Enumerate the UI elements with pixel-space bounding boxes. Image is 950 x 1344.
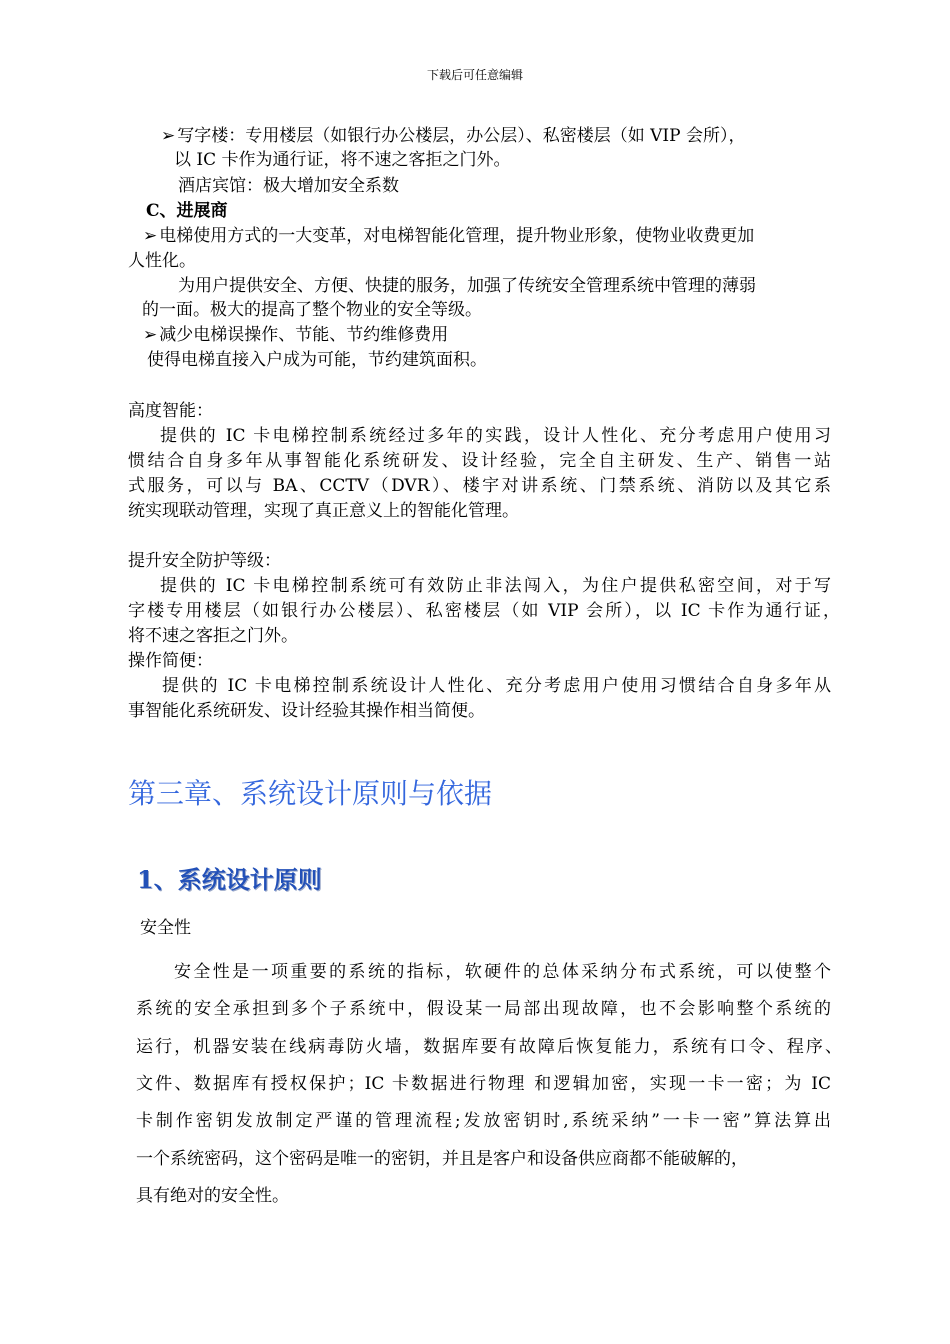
text-line: 人性化。 [128,251,196,271]
text-line: 式服务，可以与 BA、CCTV（DVR）、楼宇对讲系统、门禁系统、消防以及其它系 [128,476,831,496]
text-line: 提供的 IC 卡电梯控制系统设计人性化、充分考虑用户使用习惯结合自身多年从 [162,676,831,696]
text-line: 一个系统密码，这个密码是唯一的密钥，并且是客户和设备供应商都不能破解的， [136,1149,748,1169]
text-line: 的一面。极大的提高了整个物业的安全等级。 [142,300,482,320]
chapter-title: 第三章、系统设计原则与依据 [128,777,493,810]
text-line: 字楼专用楼层（如银行办公楼层）、私密楼层（如 VIP 会所），以 IC 卡作为通行证， [128,601,840,621]
text-line: 为用户提供安全、方便、快捷的服务，加强了传统安全管理系统中管理的薄弱 [178,276,756,296]
text-line: 安全性是一项重要的系统的指标，软硬件的总体采纳分布式系统，可以使整个 [174,962,831,982]
text-line: 以 IC 卡作为通行证，将不速之客拒之门外。 [174,150,511,170]
page-header: 下载后可任意编辑 [426,68,523,82]
section-title: 1、系统设计原则 [137,865,322,894]
item-heading: C、进展商 [146,201,228,221]
text-line: 统实现联动管理，实现了真正意义上的智能化管理。 [128,501,519,521]
bullet-line-office: ➢ 写字楼：专用楼层（如银行办公楼层，办公层）、私密楼层（如 VIP 会所）， [161,126,746,146]
text-line: 将不速之客拒之门外。 [128,626,298,646]
text-line: 卡制作密钥发放制定严谨的管理流程;发放密钥时,系统采纳”一卡一密”算法算出 [136,1111,831,1131]
bullet-line-maintenance: ➢ 减少电梯误操作、节能、节约维修费用 [143,325,449,345]
subheading-intelligence: 高度智能： [128,401,213,421]
text-line: 提供的 IC 卡电梯控制系统经过多年的实践，设计人性化、充分考虑用户使用习 [160,426,831,446]
text-line: 提供的 IC 卡电梯控制系统可有效防止非法闯入，为住户提供私密空间，对于写 [160,576,831,596]
text-line: 运行，机器安装在线病毒防火墙，数据库要有故障后恢复能力，系统有口令、程序、 [136,1037,842,1057]
arrow-right-bullet-icon: ➢ [143,226,158,246]
text-line: 酒店宾馆：极大增加安全系数 [178,176,399,196]
text-line: 惯结合自身多年从事智能化系统研发、设计经验，完全自主研发、生产、销售一站 [128,451,831,471]
bullet-line-elevator: ➢ 电梯使用方式的一大变革，对电梯智能化管理，提升物业形象，使物业收费更加 [143,226,755,246]
text-line: 系统的安全承担到多个子系统中，假设某一局部出现故障，也不会影响整个系统的 [136,999,831,1019]
subheading-security-level: 提升安全防护等级： [128,551,281,571]
text-line: 事智能化系统研发、设计经验其操作相当简便。 [128,701,485,721]
text-line: 文件、数据库有授权保护；IC 卡数据进行物理 和逻辑加密，实现一卡一密；为 IC [136,1074,831,1094]
arrow-right-bullet-icon: ➢ [143,325,158,345]
subheading-easy-operation: 操作简便： [128,651,213,671]
text-line: 具有绝对的安全性。 [136,1186,289,1206]
subheading-security: 安全性 [140,918,191,938]
arrow-right-bullet-icon: ➢ [161,126,176,146]
text-line: 使得电梯直接入户成为可能，节约建筑面积。 [147,350,487,370]
